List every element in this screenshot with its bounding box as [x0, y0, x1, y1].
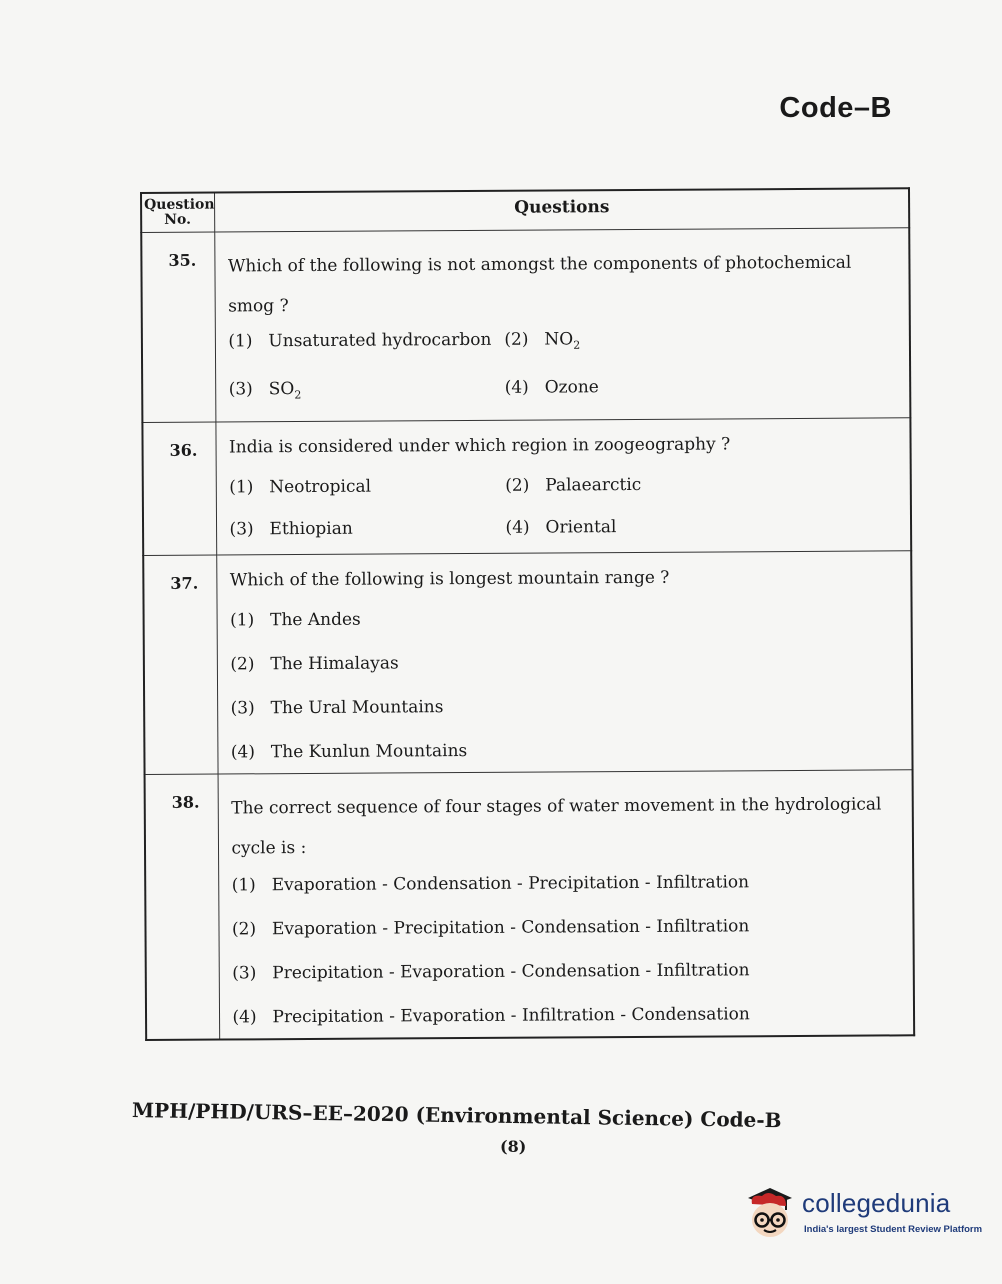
question-number: 38.: [145, 774, 221, 1040]
question-text: Which of the following is longest mountain range ?: [229, 567, 670, 591]
question-body: [219, 770, 915, 1040]
question-body: [217, 551, 912, 774]
paper-code: Code–B: [779, 92, 892, 124]
question-row-38: [145, 770, 915, 1040]
column-header-no-label: No.: [164, 211, 191, 228]
option-3: (3) The Ural Mountains: [230, 696, 444, 719]
option-4: (4) Ozone: [504, 377, 599, 399]
footer-paper-title: MPH/PHD/URS–EE–2020 (Environmental Science) Code-B: [131, 1098, 782, 1133]
options-grid: [229, 472, 900, 540]
column-header-questions: Questions: [215, 188, 909, 232]
option-1: (1) The Andes: [230, 609, 361, 631]
brand-watermark: [742, 1180, 982, 1250]
question-row-35: [141, 228, 910, 422]
option-1: (1) Evaporation - Condensation - Precipitation - Infiltration: [231, 872, 750, 896]
question-row-36: [142, 418, 911, 556]
option-2: (2) The Himalayas: [230, 653, 399, 675]
questions-table: [140, 187, 915, 1040]
option-2: (2) Palaearctic: [505, 474, 642, 496]
question-number: 36.: [142, 422, 217, 555]
column-header-question-label: Question: [144, 196, 215, 213]
options-grid: [228, 326, 899, 407]
option-2: (2) Evaporation - Precipitation - Condensation - Infiltration: [231, 916, 750, 940]
option-3: (3) $SO_2$: [228, 379, 302, 402]
option-3: (3) Ethiopian: [229, 518, 353, 540]
question-row-37: [143, 551, 912, 775]
option-4: (4) Oriental: [505, 516, 617, 538]
option-1: (1) Neotropical: [229, 476, 372, 498]
question-body: [216, 418, 911, 555]
question-text: Which of the following is not amongst the components of photochemical smog ?: [227, 252, 852, 317]
options-list: [232, 870, 903, 1028]
column-header-question-no: [141, 193, 215, 233]
options-list: [230, 605, 901, 763]
question-sheet: [140, 187, 915, 1040]
question-text: The correct sequence of four stages of water movement in the hydrological cycle is :: [231, 794, 882, 859]
brand-tagline: India's largest Student Review Platform: [804, 1224, 983, 1235]
option-4: (4) The Kunlun Mountains: [230, 740, 468, 763]
collegedunia-logo-icon: [742, 1184, 798, 1242]
brand-name: collegedunia: [802, 1188, 951, 1218]
page-number: (8): [500, 1137, 527, 1156]
option-1: (1) Unsaturated hydrocarbon: [228, 329, 492, 352]
question-text: India is considered under which region in zoogeography ?: [228, 434, 731, 458]
question-number: 35.: [141, 232, 216, 422]
question-body: [215, 228, 910, 422]
question-number: 37.: [143, 555, 218, 774]
option-2: (2) $NO_2$: [504, 329, 581, 352]
option-3: (3) Precipitation - Evaporation - Condensation - Infiltration: [232, 960, 750, 984]
table-header-row: [141, 188, 909, 232]
option-4: (4) Precipitation - Evaporation - Infiltration - Condensation: [232, 1004, 750, 1028]
